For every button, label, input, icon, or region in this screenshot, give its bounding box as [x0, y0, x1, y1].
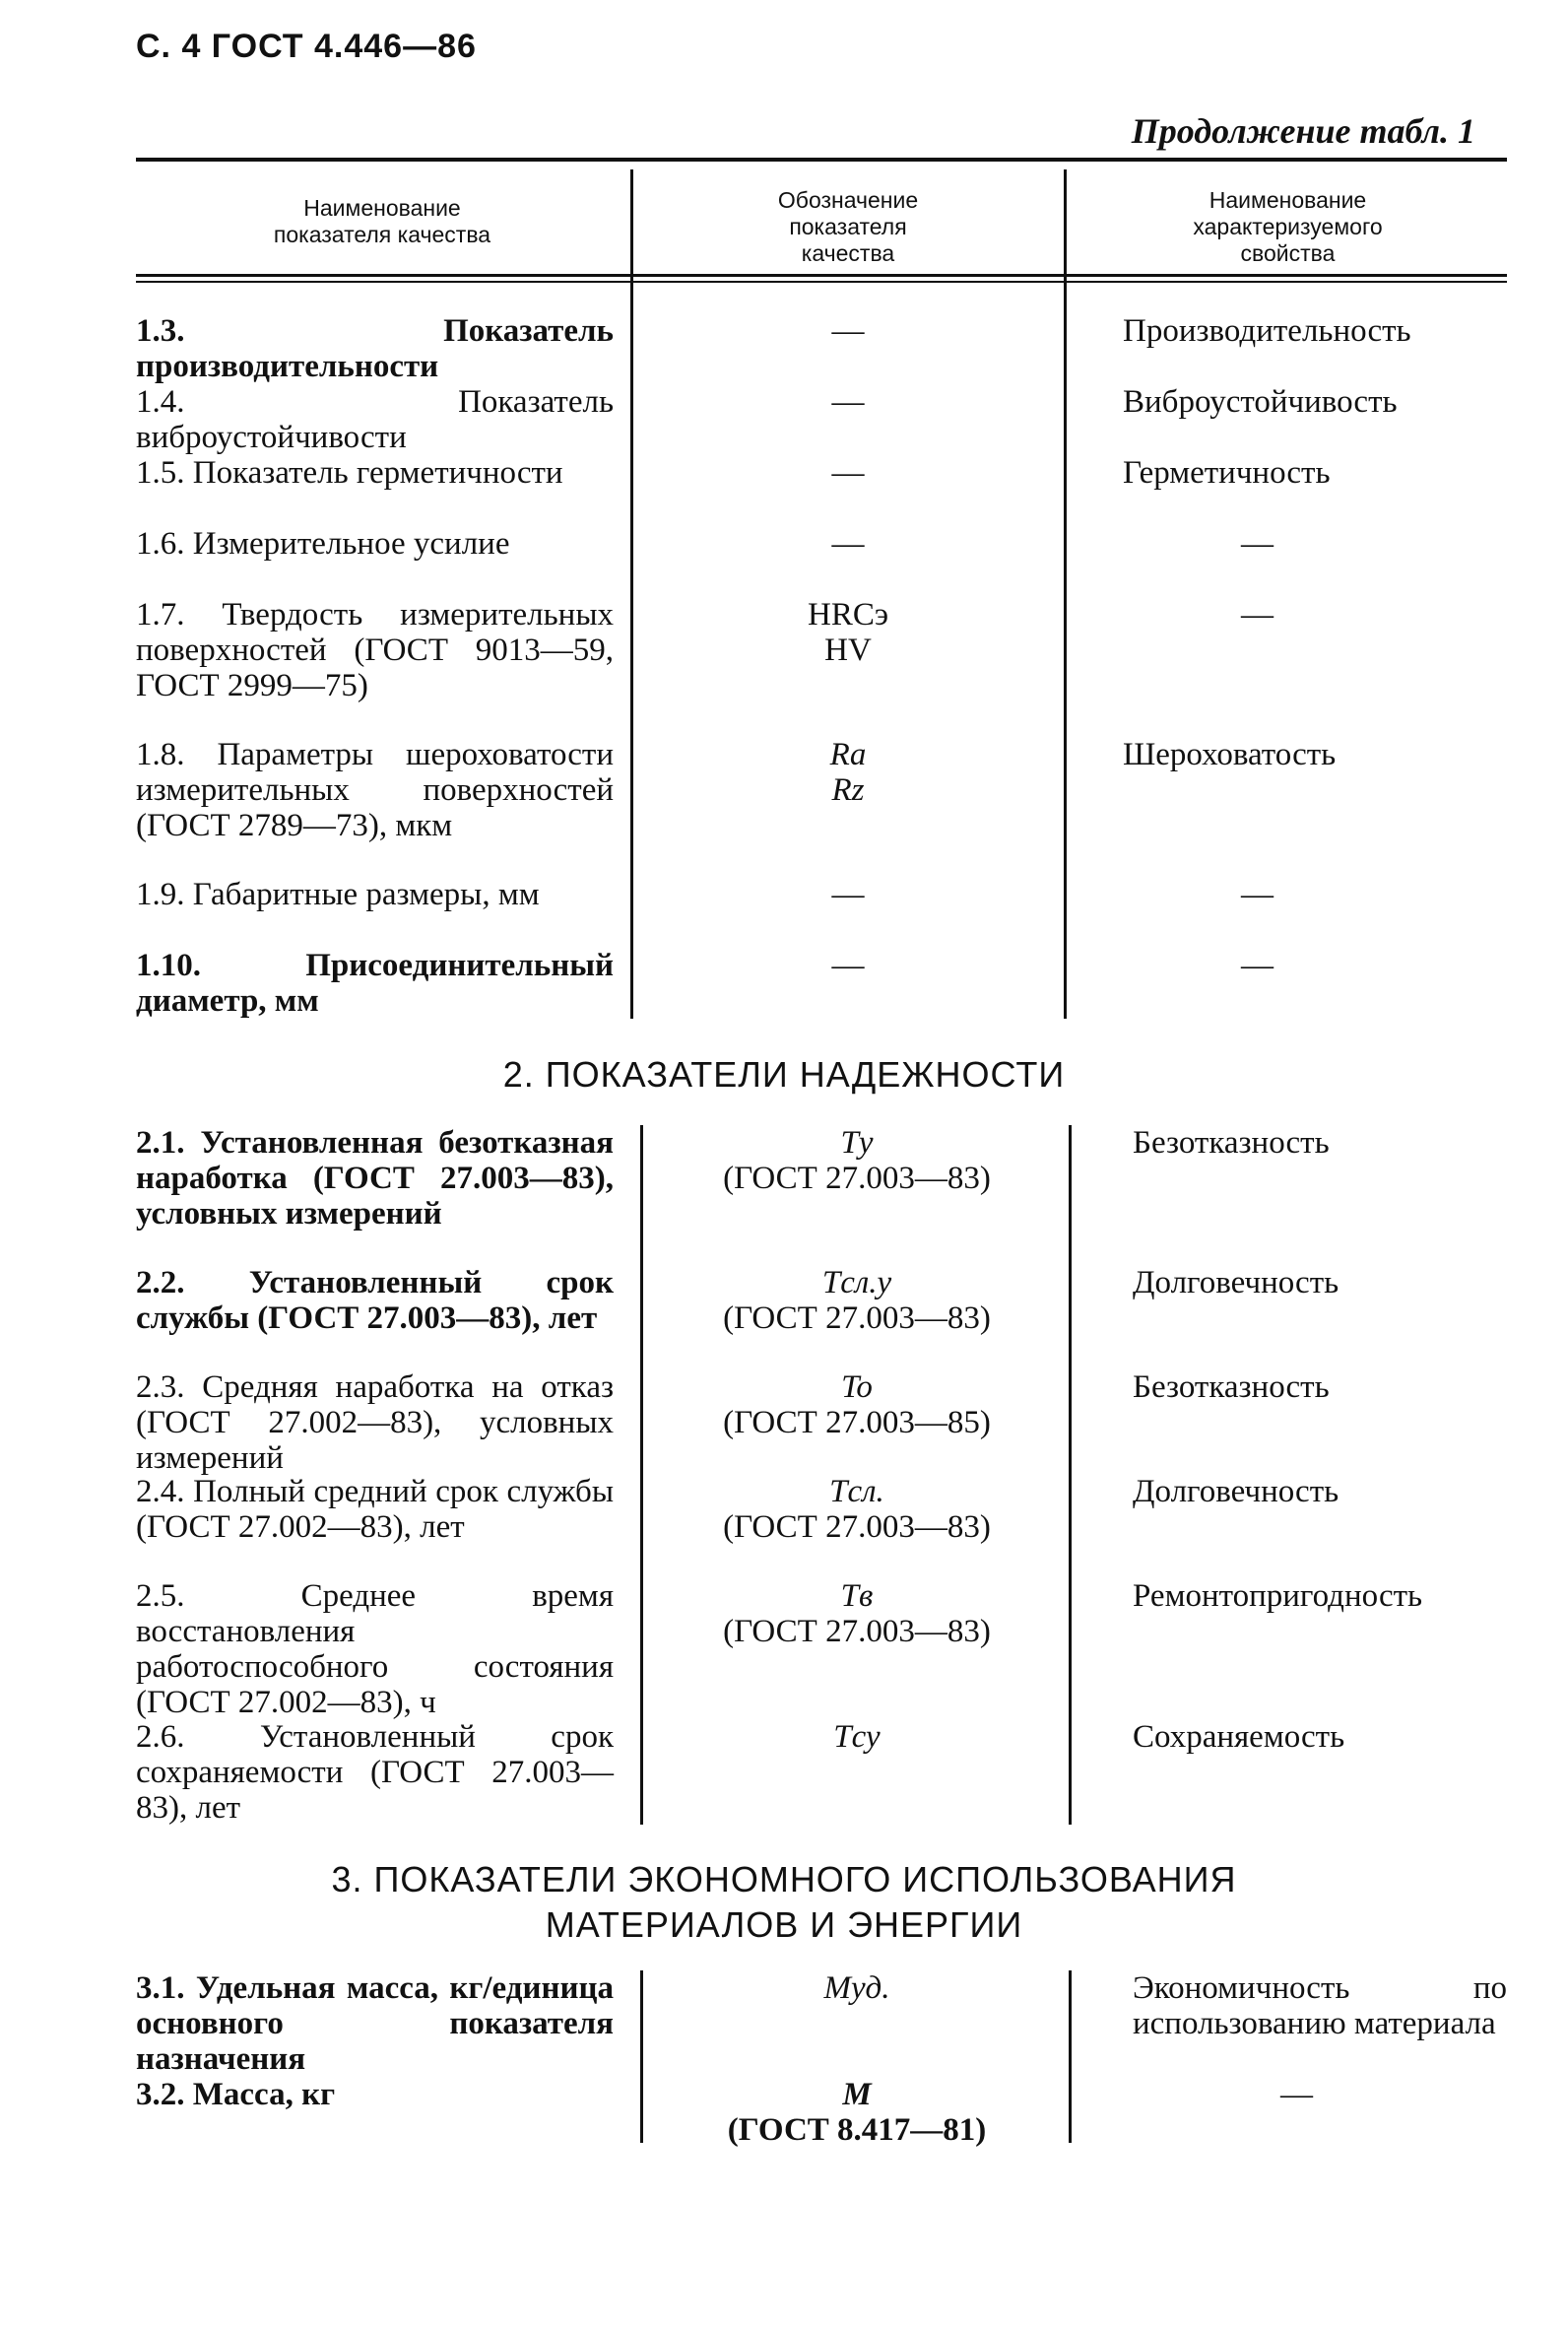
- indicator-symbol: Tу: [840, 1125, 874, 1161]
- indicator-name: 1.7. Твердость измерительных поверхностей (ГОСТ 9013—59, ГОСТ 2999—75): [136, 597, 614, 703]
- section-title-line: МАТЕРИАЛОВ И ЭНЕРГИИ: [545, 1904, 1023, 1945]
- indicator-symbol: Tсл.у: [821, 1265, 892, 1300]
- indicator-name: 3.2. Масса, кг: [136, 2077, 336, 2112]
- indicator-reference: (ГОСТ 8.417—81): [727, 2112, 987, 2148]
- indicator-property: —: [1241, 948, 1274, 983]
- indicator-symbol: —: [831, 455, 865, 491]
- indicator-name: 2.2. Установленный срок службы (ГОСТ 27.003—83), лет: [136, 1265, 614, 1336]
- indicator-name: 1.8. Параметры шероховатости измерительных поверхностей (ГОСТ 2789—73), мкм: [136, 737, 614, 843]
- indicator-reference: (ГОСТ 27.003—83): [723, 1300, 991, 1336]
- indicator-property: Виброустойчивость: [1123, 384, 1398, 420]
- column-separator: [1069, 1125, 1072, 1825]
- indicator-property: —: [1241, 597, 1274, 633]
- indicator-property: —: [1280, 2077, 1313, 2112]
- indicator-property: Шероховатость: [1123, 737, 1337, 772]
- indicator-name: 1.3. Показатель производительности: [136, 313, 614, 384]
- column-header-name: [136, 195, 628, 248]
- indicator-name: 3.1. Удельная масса, кг/единица основного показателя назначения: [136, 1970, 614, 2077]
- indicator-symbol-secondary: HV: [824, 633, 872, 668]
- section-title-line: 3. ПОКАЗАТЕЛИ ЭКОНОМНОГО ИСПОЛЬЗОВАНИЯ: [331, 1859, 1237, 1899]
- indicator-symbol: Tсл.: [829, 1474, 884, 1509]
- indicator-property: Безотказность: [1133, 1125, 1330, 1161]
- indicator-property: Безотказность: [1133, 1369, 1330, 1405]
- column-header-symbol: [635, 187, 1061, 267]
- column-header-name-line: Наименование: [303, 195, 461, 221]
- indicator-property: Долговечность: [1133, 1265, 1339, 1300]
- indicator-symbol: HRCэ: [807, 597, 889, 633]
- indicator-property: —: [1241, 526, 1274, 562]
- indicator-name: 1.5. Показатель герметичности: [136, 455, 563, 491]
- indicator-reference: (ГОСТ 27.003—83): [723, 1509, 991, 1545]
- indicator-symbol: Tв: [840, 1578, 874, 1614]
- indicator-property: Производительность: [1123, 313, 1411, 349]
- table-continuation-label: Продолжение табл. 1: [1131, 111, 1475, 151]
- indicator-symbol: Ra: [829, 737, 867, 772]
- column-header-property: [1069, 187, 1507, 267]
- section-title-economy: [0, 1857, 1568, 1948]
- indicator-property: —: [1241, 877, 1274, 912]
- column-header-symbol-line: качества: [801, 240, 895, 266]
- column-separator: [640, 1970, 643, 2143]
- column-header-property-line: свойства: [1240, 240, 1336, 266]
- indicator-property: Герметичность: [1123, 455, 1331, 491]
- column-header-property-line: характеризуемого: [1193, 214, 1383, 239]
- column-separator: [640, 1125, 643, 1825]
- indicator-property: Ремонтопригодность: [1133, 1578, 1423, 1614]
- indicator-property: Долговечность: [1133, 1474, 1339, 1509]
- indicator-name: 2.4. Полный средний срок службы (ГОСТ 27.002—83), лет: [136, 1474, 614, 1545]
- indicator-name: 1.9. Габаритные размеры, мм: [136, 877, 540, 912]
- indicator-symbol: —: [831, 526, 865, 562]
- indicator-symbol: M: [842, 2077, 872, 2112]
- indicator-symbol-secondary: Rz: [831, 772, 865, 808]
- indicator-name: 1.4. Показатель виброустойчивости: [136, 384, 614, 455]
- indicator-symbol: —: [831, 877, 865, 912]
- indicator-name: 2.1. Установленная безотказная наработка (ГОСТ 27.003—83), условных измерений: [136, 1125, 614, 1232]
- section-title-reliability: 2. ПОКАЗАТЕЛИ НАДЕЖНОСТИ: [502, 1054, 1066, 1095]
- table-top-rule: [136, 158, 1507, 162]
- indicator-symbol: Tсу: [833, 1719, 881, 1755]
- page-header: С. 4 ГОСТ 4.446—86: [136, 28, 477, 65]
- header-bottom-rule: [136, 274, 1507, 277]
- column-separator: [630, 169, 633, 1019]
- indicator-symbol: —: [831, 948, 865, 983]
- column-header-symbol-line: Обозначение: [777, 187, 919, 213]
- column-header-name-line: показателя качества: [273, 222, 491, 247]
- column-separator: [1064, 169, 1067, 1019]
- indicator-name: 2.3. Средняя наработка на отказ (ГОСТ 27.002—83), условных измерений: [136, 1369, 614, 1476]
- column-separator: [1069, 1970, 1072, 2143]
- indicator-property: Экономичность по использованию материала: [1133, 1970, 1507, 2041]
- indicator-symbol: —: [831, 313, 865, 349]
- column-header-symbol-line: показателя: [789, 214, 907, 239]
- indicator-reference: (ГОСТ 27.003—85): [723, 1405, 991, 1440]
- indicator-name: 2.5. Среднее время восстановления работоспособного состояния (ГОСТ 27.002—83), ч: [136, 1578, 614, 1720]
- indicator-reference: (ГОСТ 27.003—83): [723, 1161, 991, 1196]
- indicator-symbol: Mуд.: [823, 1970, 890, 2006]
- indicator-symbol: —: [831, 384, 865, 420]
- indicator-symbol: To: [841, 1369, 873, 1405]
- indicator-reference: (ГОСТ 27.003—83): [723, 1614, 991, 1649]
- header-bottom-rule-2: [136, 281, 1507, 283]
- indicator-name: 2.6. Установленный срок сохраняемости (ГОСТ 27.003—83), лет: [136, 1719, 614, 1826]
- indicator-name: 1.10. Присоединительный диаметр, мм: [136, 948, 614, 1019]
- indicator-name: 1.6. Измерительное усилие: [136, 526, 510, 562]
- indicator-property: Сохраняемость: [1133, 1719, 1345, 1755]
- column-header-property-line: Наименование: [1209, 187, 1367, 213]
